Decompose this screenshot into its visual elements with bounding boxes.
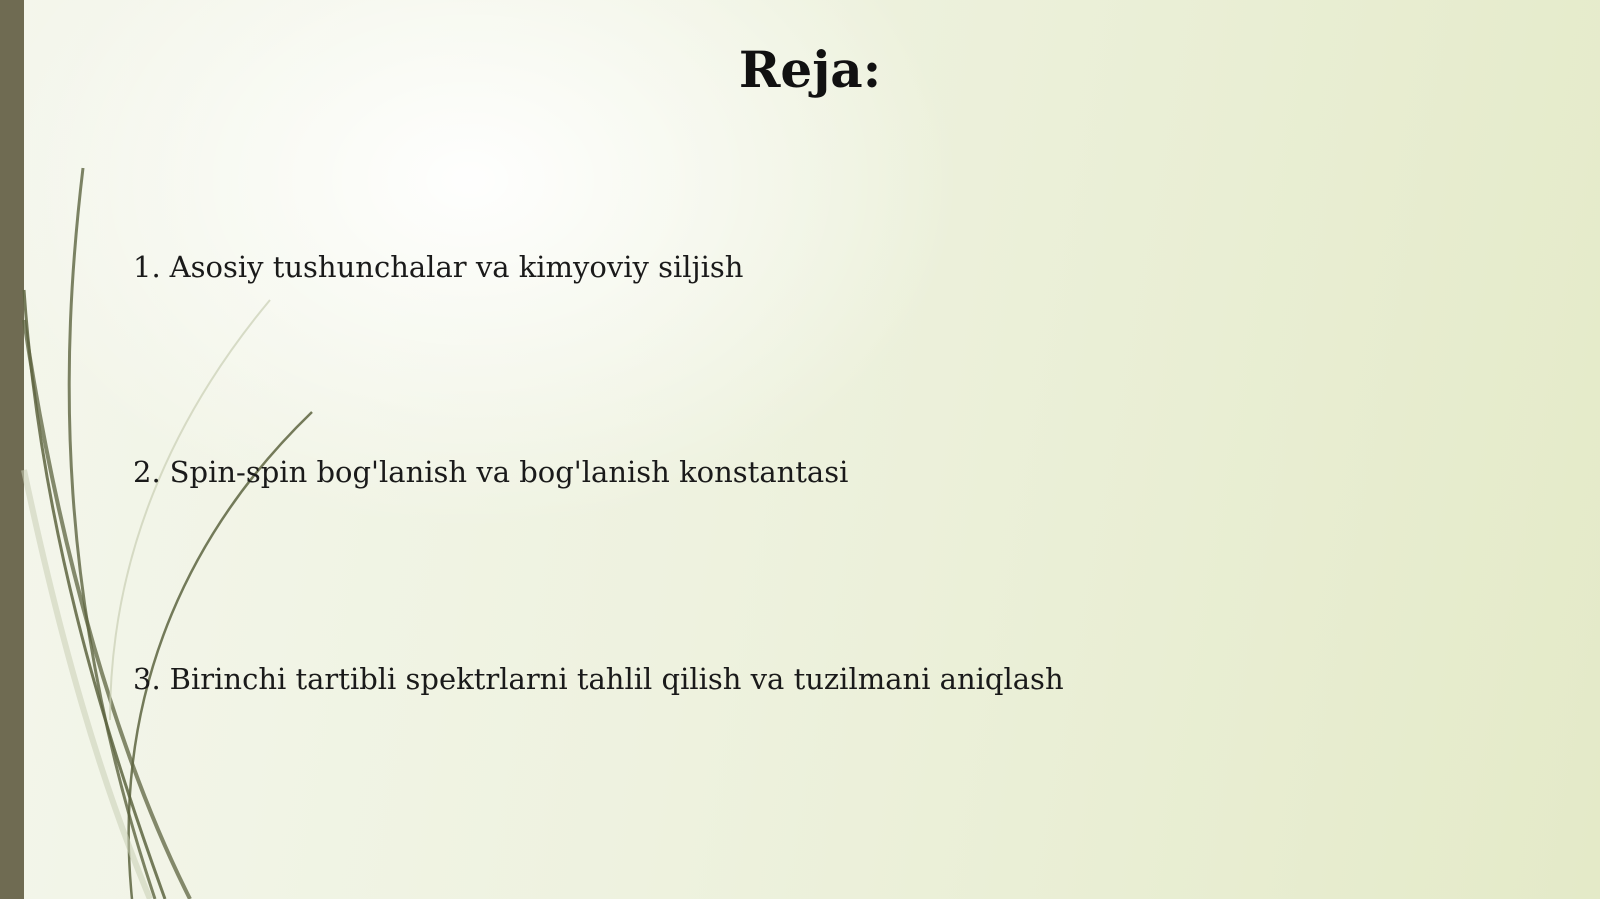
grass-blade-6 — [24, 470, 150, 899]
list-item-number: 3. — [133, 662, 161, 696]
grass-blade-1 — [24, 290, 165, 899]
grass-blade-4 — [24, 320, 190, 899]
slide-title: Reja: — [738, 40, 882, 99]
grass-decoration — [0, 0, 340, 899]
list-item-text: Birinchi tartibli spektrlarni tahlil qilish va tuzilmani aniqlash — [169, 662, 1064, 696]
list-item — [133, 455, 848, 490]
list-item-text: Spin-spin bog'lanish va bog'lanish konstantasi — [169, 455, 849, 489]
list-item-number: 2. — [133, 455, 161, 489]
list-item-number: 1. — [133, 250, 161, 284]
list-item — [133, 250, 743, 285]
list-item — [133, 662, 1064, 697]
grass-blade-5 — [110, 300, 270, 720]
list-item-text: Asosiy tushunchalar va kimyoviy siljish — [169, 250, 744, 284]
